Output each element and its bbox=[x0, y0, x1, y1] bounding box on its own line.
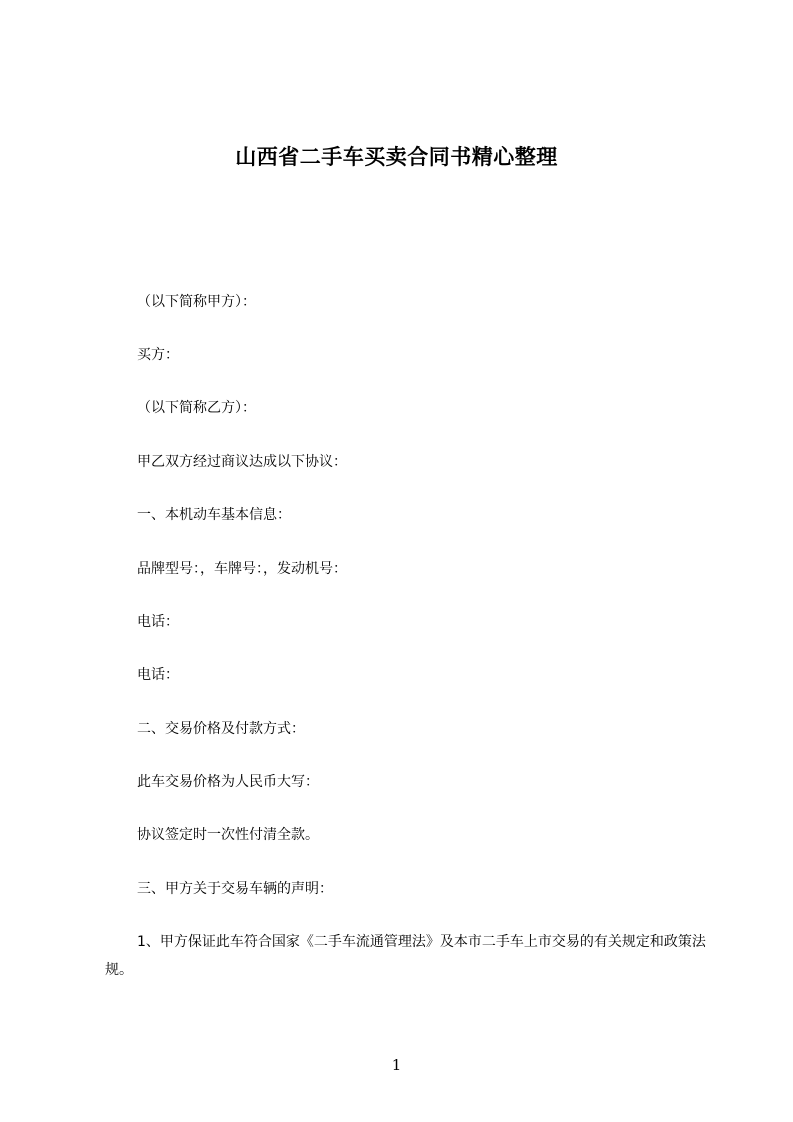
paragraph-price: 此车交易价格为人民币大写： bbox=[137, 774, 319, 790]
paragraph-payment-terms: 协议签定时一次性付清全款。 bbox=[137, 827, 319, 843]
paragraph-phone-1: 电话： bbox=[137, 614, 179, 630]
section-heading-vehicle-info: 一、本机动车基本信息： bbox=[137, 507, 291, 523]
section-heading-price-payment: 二、交易价格及付款方式： bbox=[137, 721, 305, 737]
paragraph-agreement-intro: 甲乙双方经过商议达成以下协议： bbox=[137, 454, 347, 470]
paragraph-buyer-alias: （以下简称乙方）： bbox=[137, 400, 256, 416]
section-heading-seller-declaration: 三、甲方关于交易车辆的声明： bbox=[137, 881, 333, 897]
paragraph-seller-alias: （以下简称甲方）： bbox=[137, 294, 256, 310]
paragraph-buyer: 买方： bbox=[137, 347, 179, 363]
document-title: 山西省二手车买卖合同书精心整理 bbox=[235, 145, 558, 169]
clause-1: 1、甲方保证此车符合国家《二手车流通管理法》及本市二手车上市交易的有关规定和政策法规。 bbox=[105, 934, 706, 978]
paragraph-phone-2: 电话： bbox=[137, 667, 179, 683]
paragraph-vehicle-details: 品牌型号：，车牌号：，发动机号： bbox=[137, 561, 347, 577]
page-number: 1 bbox=[391, 1056, 402, 1074]
